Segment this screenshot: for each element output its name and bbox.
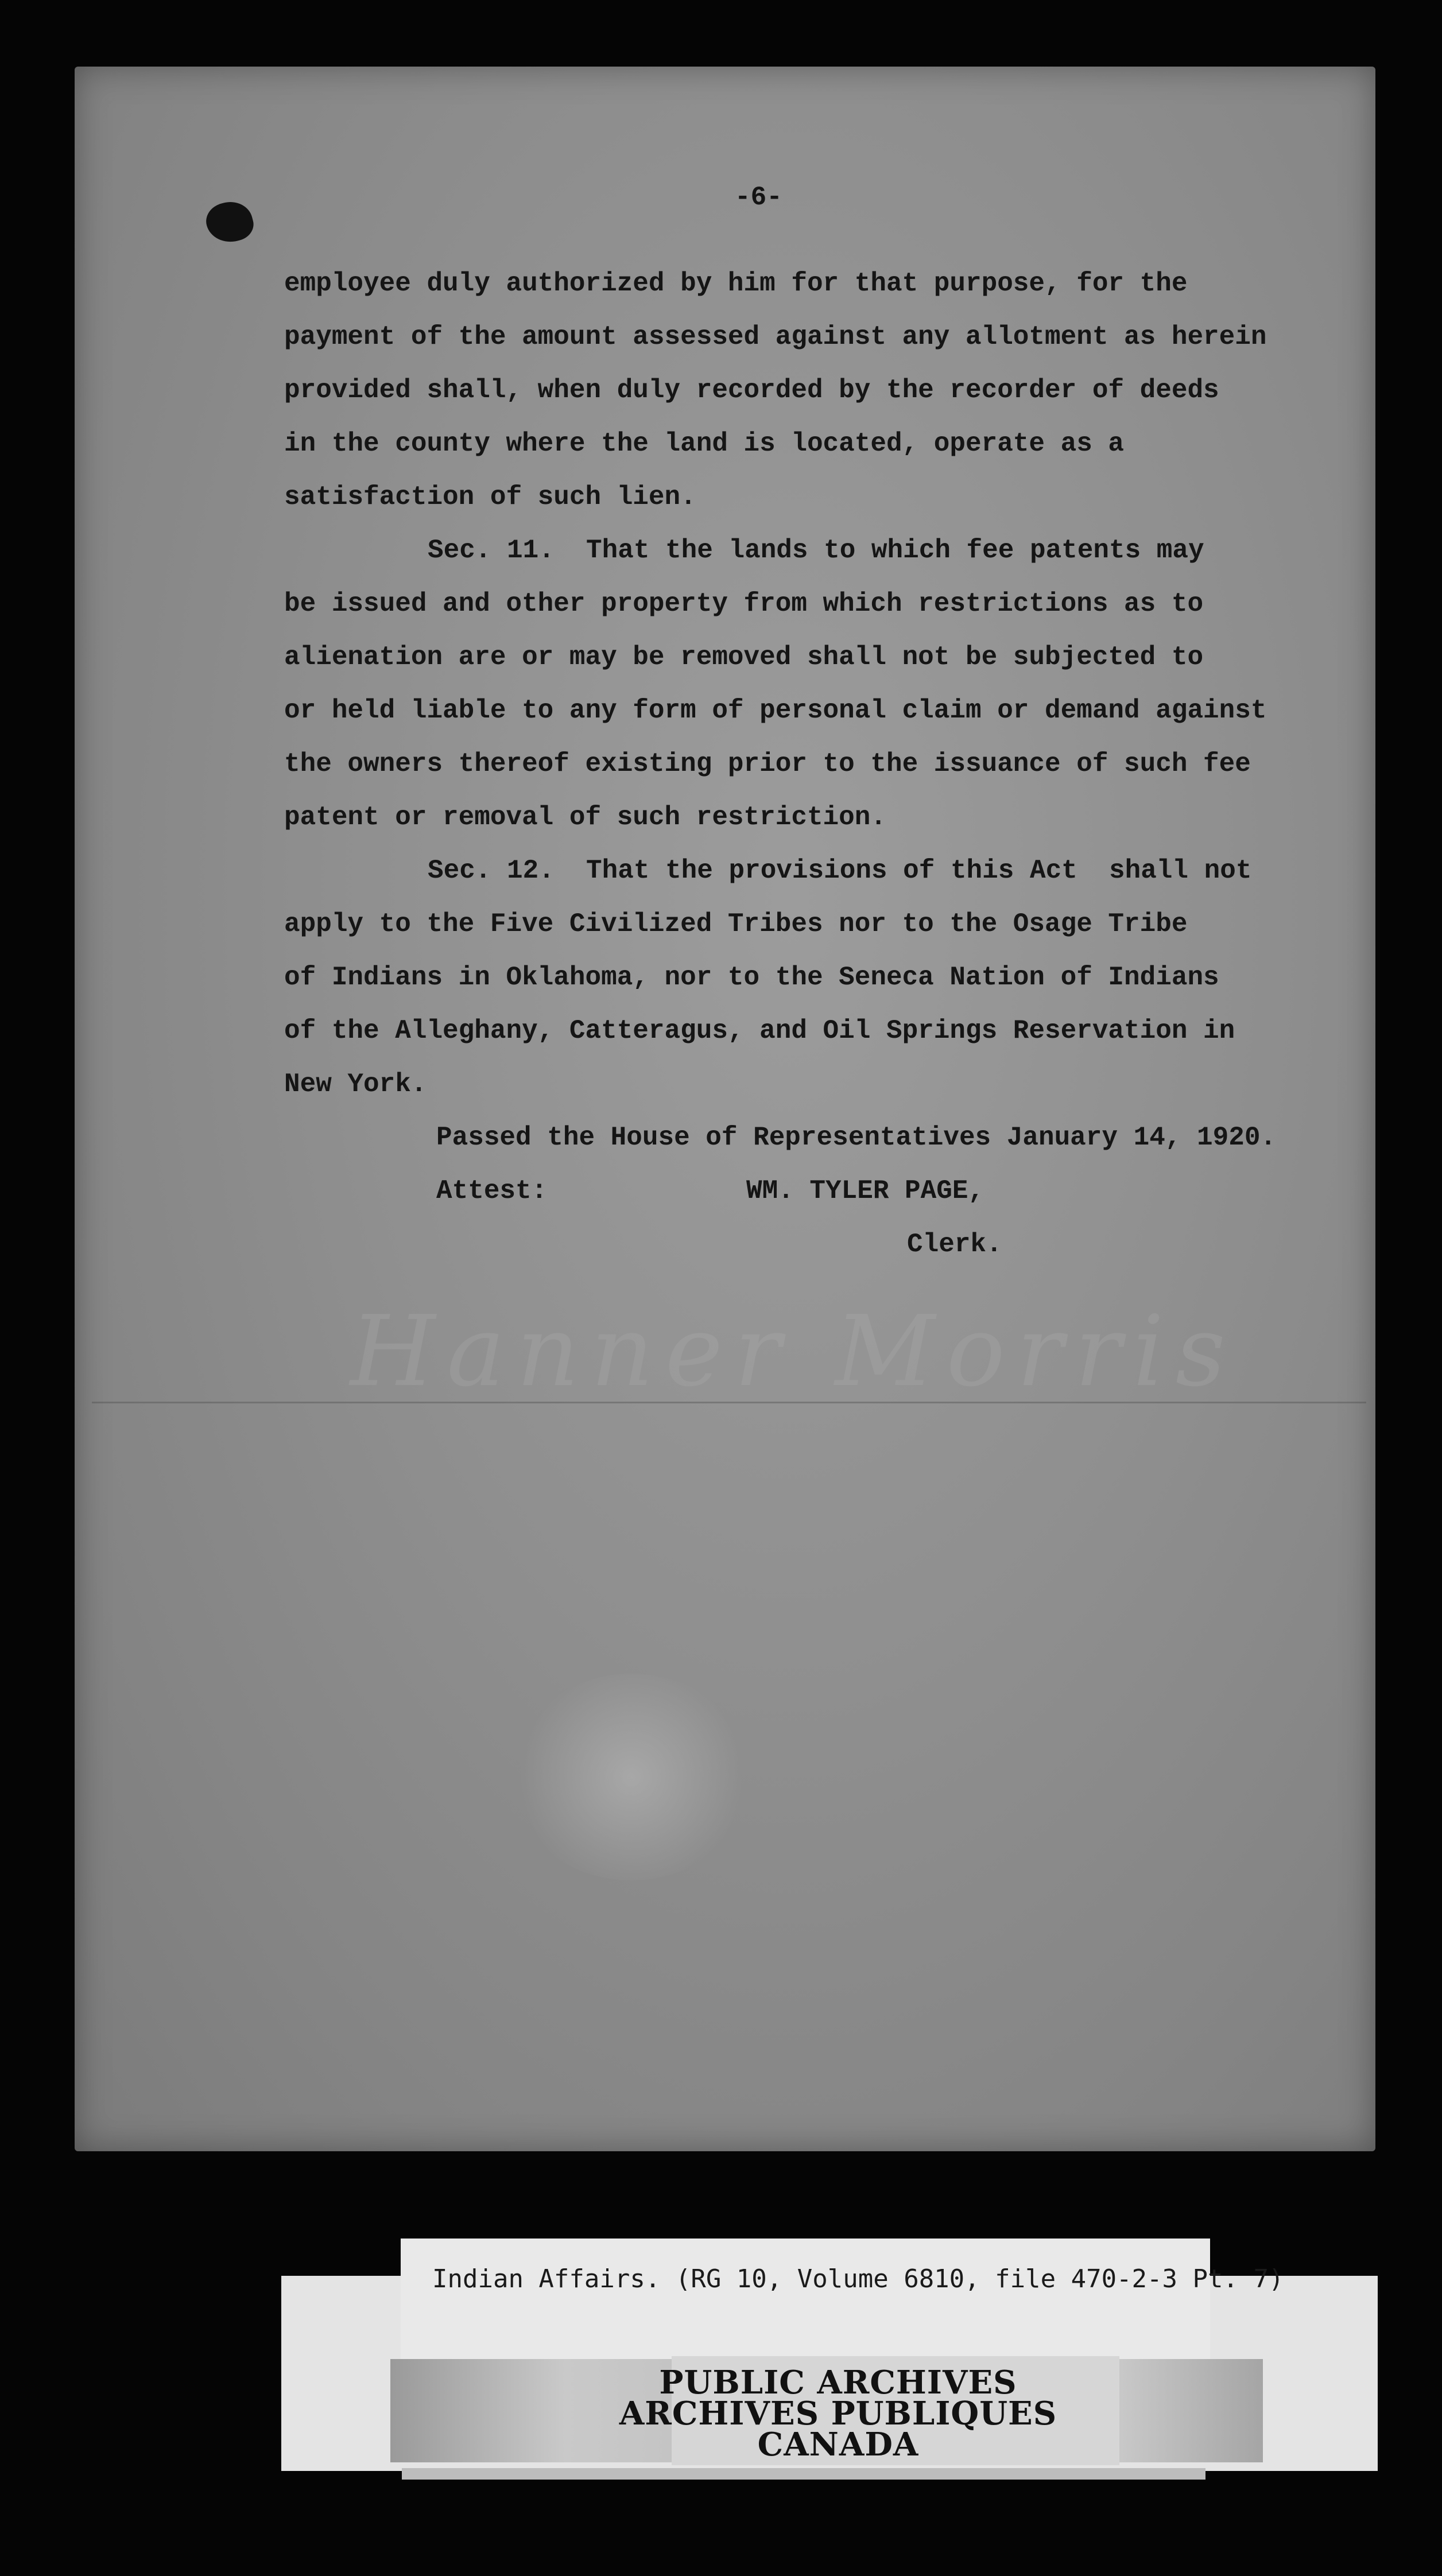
stamp-line-3: CANADA: [757, 2426, 919, 2464]
passed-statement: Passed the House of Representatives January 14, 1920.: [436, 1123, 1277, 1153]
stamp-line-1: PUBLIC ARCHIVES: [659, 2364, 1017, 2402]
text-line-2: payment of the amount assessed against any allotment as herein: [284, 322, 1267, 352]
text-line-13: apply to the Five Civilized Tribes nor to the Osage Tribe: [284, 909, 1188, 939]
text-line-4: in the county where the land is located, operate as a: [284, 429, 1125, 459]
strip-bottom-edge: [402, 2468, 1205, 2480]
text-line-6: Sec. 11. That the lands to which fee patents may: [428, 536, 1204, 565]
text-line-15: of the Alleghany, Catteragus, and Oil Springs Reservation in: [284, 1016, 1235, 1046]
text-line-9: or held liable to any form of personal claim or demand against: [284, 696, 1267, 726]
text-line-1: employee duly authorized by him for that purpose, for the: [284, 269, 1188, 298]
text-line-7: be issued and other property from which restrictions as to: [284, 589, 1204, 619]
text-line-16: New York.: [284, 1069, 427, 1099]
text-line-5: satisfaction of such lien.: [284, 482, 696, 512]
bleed-through-signature: Hanner Morris: [350, 1295, 1238, 1409]
archive-reference-text: Indian Affairs. (RG 10, Volume 6810, file 470-2-3 Pt. 7): [432, 2264, 1284, 2294]
text-line-11: patent or removal of such restriction.: [284, 802, 886, 832]
text-line-3: provided shall, when duly recorded by the recorder of deeds: [284, 375, 1219, 405]
text-line-8: alienation are or may be removed shall not be subjected to: [284, 642, 1204, 672]
light-spot: [511, 1674, 752, 1880]
clerk-title: Clerk.: [907, 1229, 1002, 1259]
attest-label: Attest:: [436, 1176, 548, 1206]
clerk-name: WM. TYLER PAGE,: [746, 1176, 984, 1206]
text-line-14: of Indians in Oklahoma, nor to the Seneca Nation of Indians: [284, 963, 1219, 992]
ink-smudge: [202, 197, 257, 247]
text-line-10: the owners thereof existing prior to the issuance of such fee: [284, 749, 1251, 779]
archive-reference-label: [401, 2239, 1284, 2359]
stamp-line-2: ARCHIVES PUBLIQUES: [619, 2395, 1057, 2433]
text-line-12: Sec. 12. That the provisions of this Act shall not: [428, 856, 1252, 886]
page-number: -6-: [735, 183, 782, 212]
